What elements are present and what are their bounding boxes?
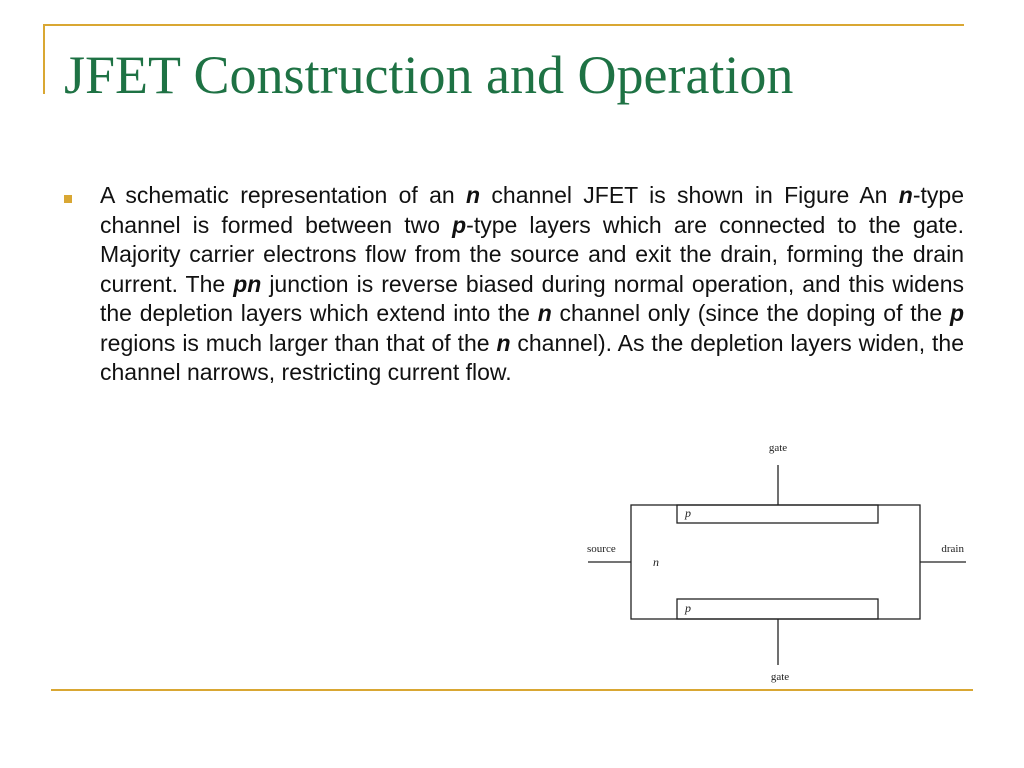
- p-top-label: p: [685, 506, 691, 520]
- text-run: junction is reverse biased during normal operation, and this widens the depletion layers which extend into the: [100, 270, 964, 326]
- n-channel-body: [631, 505, 920, 619]
- jfet-schematic-diagram: [582, 437, 972, 685]
- emphasis-n: n: [496, 329, 511, 356]
- source-label: source: [587, 543, 616, 555]
- n-channel-label: n: [653, 555, 659, 569]
- bullet-text: [100, 181, 964, 388]
- p-bottom-label: p: [685, 601, 691, 615]
- text-run: channel JFET is shown in Figure An: [480, 182, 899, 208]
- p-region-bottom: [677, 599, 878, 619]
- p-region-top: [677, 505, 878, 523]
- bullet-item: [62, 181, 964, 388]
- text-run: channel only (since the doping of the: [551, 300, 950, 326]
- text-run: -type channel is formed between two: [100, 182, 964, 238]
- frame-top-rule: [43, 24, 964, 26]
- text-run: -type layers which are connected to the gate. Majority carrier electrons flow from the source and exit the drain, forming the drain current. The: [100, 211, 964, 297]
- gate-bottom-label: gate: [770, 671, 790, 683]
- gate-top-label: gate: [768, 442, 788, 454]
- emphasis-pn: pn: [233, 270, 262, 297]
- emphasis-n: n: [537, 300, 552, 326]
- frame-left-rule: [43, 24, 45, 94]
- emphasis-p: p: [452, 211, 467, 238]
- slide-title: JFET Construction and Operation: [64, 45, 794, 105]
- bullet-square-icon: [64, 195, 72, 203]
- text-run: A schematic representation of an: [100, 182, 467, 208]
- drain-label: drain: [941, 543, 964, 555]
- text-run: channel). As the depletion layers widen, the channel narrows, restricting current flow.: [100, 329, 965, 385]
- emphasis-n: n: [466, 182, 481, 208]
- emphasis-p: p: [949, 300, 964, 326]
- emphasis-n: n: [898, 182, 913, 208]
- frame-bottom-rule: [51, 689, 973, 691]
- text-run: regions is much larger than that of the: [100, 329, 497, 356]
- bullet-list: [62, 181, 964, 388]
